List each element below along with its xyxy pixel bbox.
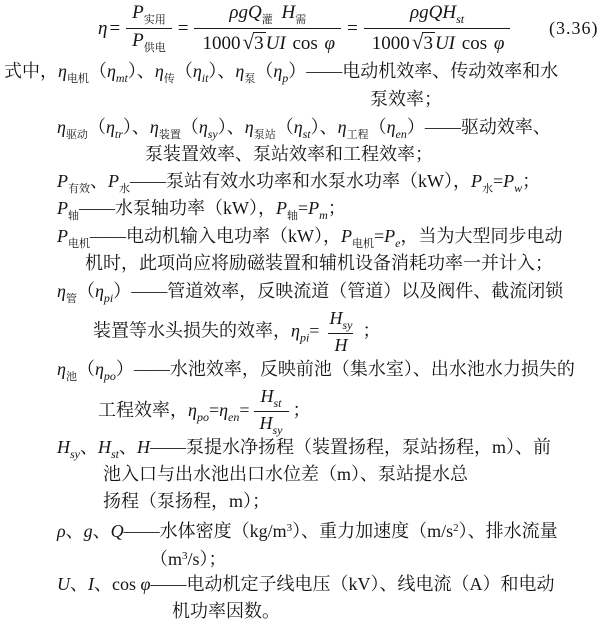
text-run: （ [76, 359, 95, 379]
text-run: cos [457, 32, 492, 54]
definition-line-voltage-current-pf [57, 573, 554, 596]
variable: η [58, 61, 67, 81]
text-run: ）——管道效率，反映流道（管道）以及阀件、截流闭锁 [113, 281, 564, 301]
variable: U [57, 574, 70, 594]
variable: H [57, 437, 70, 457]
text-run [275, 2, 280, 23]
subscript: p [282, 71, 289, 85]
variable: η [219, 400, 229, 421]
subscript: 供电 [143, 42, 166, 55]
superscript: 3 [286, 522, 293, 534]
subscript: 电机 [352, 238, 374, 250]
subscript: pi [299, 330, 310, 345]
variable: P [384, 226, 396, 246]
variable: H [98, 437, 111, 457]
subscript: 装置 [158, 129, 181, 141]
fraction-denominator [328, 333, 353, 357]
variable: H [281, 2, 296, 23]
variable: P [503, 171, 515, 191]
variable: P [57, 171, 68, 191]
text-run: 泵装置效率、泵站效率和工程效率； [145, 144, 433, 164]
text-run: ——泵站有效水功率和水泵水功率（kW）， [130, 171, 471, 191]
variable: η [235, 61, 245, 81]
variable: H [334, 335, 348, 356]
text-run: ）——水池效率，反映前池（集水室）、出水池水力损失的 [115, 359, 575, 379]
variable: ρgQ [229, 2, 262, 23]
subscript: 池 [65, 371, 77, 383]
definition-line-motor-input-power-cont [85, 252, 553, 275]
variable: η [98, 17, 108, 39]
variable: η [105, 117, 115, 137]
subscript: 传 [163, 73, 175, 85]
text-run: ——水体密度（kg/m [123, 521, 287, 541]
radicand: 3 [423, 32, 433, 54]
subscript: en [228, 410, 240, 425]
text-run: ）、 [127, 61, 155, 81]
subscript: pi [103, 291, 114, 305]
variable: η [57, 281, 66, 301]
subscript: po [196, 410, 209, 425]
variable: ρ [57, 521, 66, 541]
fraction [126, 2, 172, 55]
text-run: 、 [90, 171, 108, 191]
variable: η [192, 61, 202, 81]
text-run: /s）； [187, 549, 227, 569]
fraction [254, 386, 289, 438]
subscript: 轴 [68, 210, 79, 222]
variable: P [132, 2, 144, 24]
text-run: ——泵提水净扬程（装置扬程，泵站扬程，m）、前 [150, 437, 552, 457]
fraction-numerator [126, 2, 172, 28]
variable: η [291, 320, 300, 341]
definition-line-effective-water-power [57, 170, 540, 197]
subscript: 需 [295, 14, 307, 26]
text-run: ）、 [122, 117, 150, 137]
subscript: 轴 [287, 210, 298, 222]
text-run: 、 [65, 521, 84, 541]
superscript: 3 [182, 550, 188, 562]
variable: η [244, 117, 254, 137]
text-run: （m [150, 549, 183, 569]
text-run: （ [88, 61, 107, 81]
text-run: ； [522, 171, 541, 191]
variable: P [308, 198, 320, 218]
text-run: = [298, 198, 309, 218]
subscript: en [395, 127, 407, 141]
variable: η [94, 359, 104, 379]
variable: UI [265, 33, 286, 55]
subscript: sy [207, 127, 218, 141]
subscript: 电机 [66, 73, 89, 85]
definition-line-pipe-efficiency-formula [93, 308, 380, 357]
variable: P [108, 171, 119, 191]
variable: P [341, 226, 352, 246]
fraction-denominator [364, 28, 511, 56]
radical-sign-icon: √ [411, 29, 424, 54]
fraction-numerator [323, 308, 358, 333]
variable: P [57, 226, 68, 246]
text-run: ）、排水流量 [458, 521, 558, 541]
subscript: tr [114, 127, 123, 141]
variable: g [83, 521, 93, 541]
variable: P [471, 171, 482, 191]
text-run: ——电动机输入电功率（kW）， [90, 226, 341, 246]
square-root [242, 30, 265, 55]
text-run: （ [368, 117, 387, 137]
text-run: = [493, 171, 504, 191]
variable: H [259, 413, 273, 434]
definition-line-density-gravity-flow-cont [150, 548, 227, 571]
definition-line-motor-trans-pump-eff-cont [370, 88, 442, 111]
text-run: 机时，此项尚应将励磁装置和辅机设备消耗功率一并计入； [85, 253, 553, 273]
subscript: 管 [65, 293, 77, 305]
text-run: = [374, 226, 385, 246]
variable: η [198, 117, 208, 137]
definition-line-pool-efficiency-formula [98, 386, 311, 438]
fraction-denominator [126, 28, 172, 55]
subscript: 驱动 [65, 129, 88, 141]
definition-line-voltage-current-pf-cont [172, 600, 280, 623]
text-run: 、cos [94, 574, 141, 594]
radical-sign-icon: √ [242, 30, 255, 55]
subscript: 有效 [68, 183, 90, 195]
definition-line-pipe-efficiency [57, 280, 563, 307]
text-run: ）——电动机效率、传动效率和水 [288, 61, 559, 81]
text-run: ； [292, 400, 311, 421]
text-run: （ [174, 61, 193, 81]
text-run: ，当为大型同步电动 [400, 226, 563, 246]
variable: ρgQH [410, 2, 457, 24]
fraction-denominator [254, 411, 289, 437]
variable: η [106, 61, 116, 81]
variable: H [137, 437, 151, 457]
subscript: sy [342, 318, 353, 332]
square-root [411, 29, 435, 54]
subscript: st [111, 447, 120, 461]
text-run: = [239, 400, 250, 421]
fraction [323, 308, 358, 357]
definition-line-density-gravity-flow [57, 520, 558, 543]
subscript: 实用 [143, 14, 166, 27]
text-run: 工程效率， [98, 400, 188, 421]
fraction-numerator [255, 386, 288, 411]
subscript: st [273, 396, 282, 410]
subscript: 电机 [68, 238, 90, 250]
definition-line-motor-input-power [57, 225, 562, 252]
fraction [194, 2, 341, 56]
text-run: 、 [80, 437, 98, 457]
definition-line-drive-device-station-eff-cont [145, 143, 433, 166]
text-run: 、 [119, 437, 138, 457]
variable: η [386, 117, 396, 137]
variable: φ [140, 574, 151, 594]
text-run: 1000 [371, 32, 410, 54]
definition-line-heads [57, 436, 551, 462]
text-run: ——水泵轴功率（kW）， [79, 198, 276, 218]
text-run: 池入口与出水池出口水位差（m）、泵站提水总 [103, 464, 468, 484]
text-run: = [347, 17, 358, 39]
subscript: it [201, 71, 209, 85]
text-run: 泵效率； [370, 89, 442, 109]
subscript: 灌 [261, 14, 273, 26]
subscript: 工程 [346, 129, 369, 141]
variable: P [276, 198, 287, 218]
text-run: 装置等水头损失的效率， [93, 320, 291, 341]
subscript: e [395, 236, 401, 250]
variable: η [337, 117, 347, 137]
subscript: 泵 [244, 73, 256, 85]
subscript: sy [272, 423, 283, 438]
text-run: ）——驱动效率、 [406, 117, 551, 137]
subscript: w [514, 181, 523, 195]
text-run: ； [327, 198, 346, 218]
text-run: ）、 [217, 117, 245, 137]
text-run: cos [287, 33, 323, 55]
subscript: mt [115, 71, 128, 85]
variable: φ [493, 32, 505, 54]
definition-line-shaft-power [57, 197, 346, 224]
subscript: m [319, 208, 328, 222]
equation-3-36 [98, 2, 514, 56]
variable: H [260, 386, 274, 406]
definition-line-drive-device-station-eff [57, 116, 551, 143]
variable: η [149, 117, 159, 137]
subscript: po [103, 369, 116, 383]
text-run: ）、重力加速度（m/s [292, 521, 454, 541]
text-run: （ [76, 281, 95, 301]
variable: η [57, 359, 66, 379]
text-run: 机功率因数。 [172, 601, 280, 621]
variable: P [132, 30, 144, 52]
variable: Q [110, 521, 124, 541]
variable: η [57, 117, 66, 137]
text-run: （ [255, 61, 274, 81]
text-run: （ [180, 117, 199, 137]
subscript: sy [70, 447, 80, 461]
variable: UI [434, 32, 456, 54]
text-run: 、 [70, 574, 88, 594]
text-run: = [309, 320, 320, 341]
fraction-numerator [404, 2, 470, 27]
subscript: 泵站 [253, 129, 276, 141]
variable: η [94, 281, 104, 301]
subscript: 水 [482, 183, 493, 195]
variable: η [273, 61, 283, 81]
subscript: st [302, 127, 311, 141]
text-run: = [177, 17, 189, 39]
text-run: ）、 [310, 117, 338, 137]
variable: I [88, 574, 94, 594]
definition-line-heads-cont-1 [103, 463, 468, 486]
text-run: ； [362, 320, 381, 341]
equation-number: (3.36) [549, 18, 599, 38]
definition-line-pool-efficiency [57, 358, 575, 385]
text-run: ——电动机定子线电压（kV）、线电流（A）和电动 [150, 574, 555, 594]
text-run: = [208, 400, 220, 421]
fraction-numerator [223, 2, 312, 28]
variable: H [329, 308, 343, 328]
text-run: 扬程（泵扬程，m）； [103, 491, 271, 511]
text-run: ）、 [208, 61, 236, 81]
variable: η [293, 117, 303, 137]
definition-line-motor-trans-pump-eff [4, 60, 558, 87]
variable: P [57, 198, 68, 218]
text-run: （ [275, 117, 294, 137]
fraction-denominator [194, 28, 341, 56]
definition-line-heads-cont-2 [103, 490, 270, 513]
subscript: 水 [119, 183, 130, 195]
superscript: 2 [453, 522, 459, 534]
text-run: 式中， [4, 61, 58, 81]
fraction [364, 2, 511, 55]
text-run: = [109, 17, 121, 39]
subscript: st [456, 12, 465, 27]
text-run: 1000 [202, 33, 241, 55]
radicand: 3 [254, 33, 264, 55]
variable: φ [324, 33, 336, 55]
variable: η [188, 400, 197, 421]
text-run: （ [87, 117, 106, 137]
text-run: 、 [92, 521, 111, 541]
variable: η [154, 61, 164, 81]
